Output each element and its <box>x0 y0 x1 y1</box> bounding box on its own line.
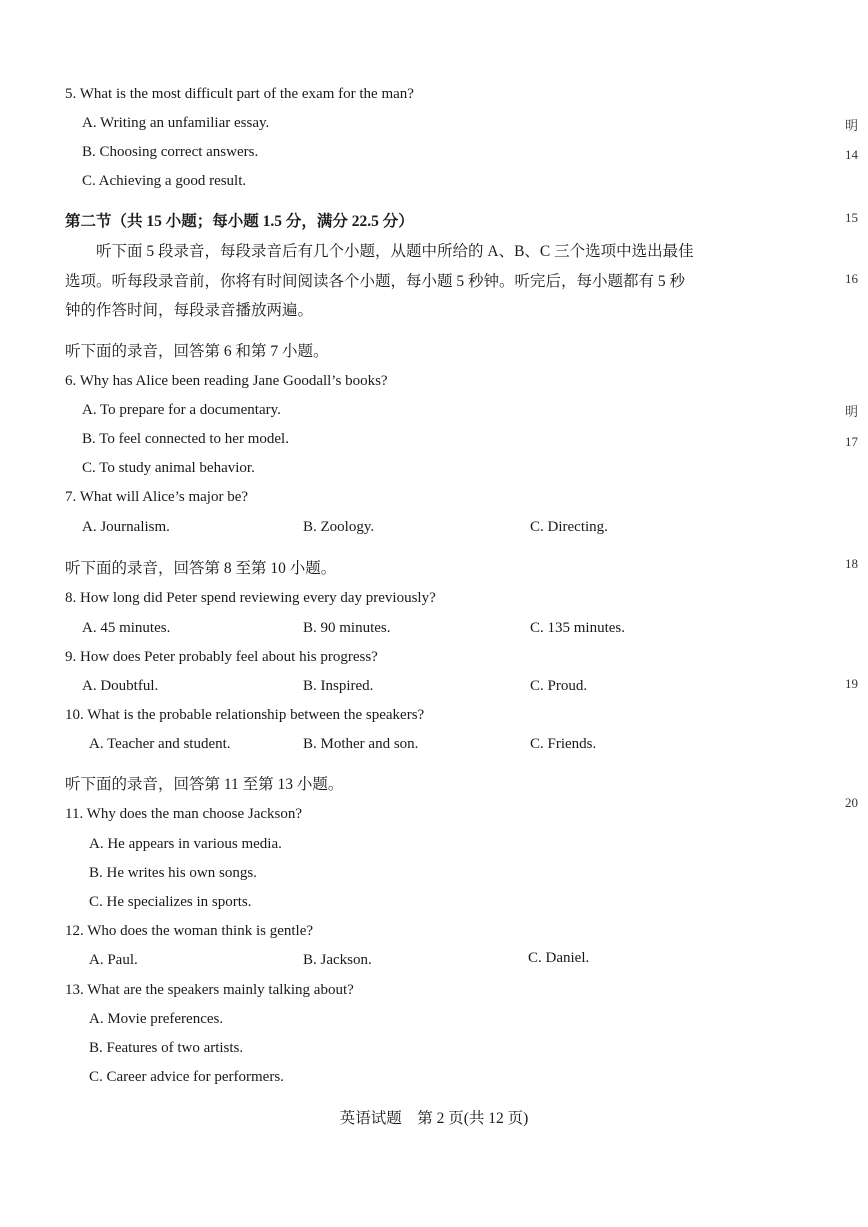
question-8-option-c: C. 135 minutes. <box>530 620 626 636</box>
question-6-option-a: A. To prepare for a documentary. <box>82 402 281 418</box>
question-11-stem: 11. Why does the man choose Jackson? <box>65 806 303 822</box>
listen-prompt-8-10: 听下面的录音，回答第 8 至第 10 小题。 <box>65 560 337 577</box>
margin-mark: 19 <box>845 676 858 691</box>
question-11-option-c: C. He specializes in sports. <box>89 894 252 910</box>
page-footer: 英语试题 第 2 页(共 12 页) <box>339 1110 529 1127</box>
section-2-instruction-line-1: 听下面 5 段录音，每段录音后有几个小题，从题中所给的 A、B、C 三个选项中选出最佳 <box>96 243 694 260</box>
question-6-stem: 6. Why has Alice been reading Jane Goodall’s books? <box>65 373 388 389</box>
margin-mark: 16 <box>845 271 858 286</box>
question-8-stem: 8. How long did Peter spend reviewing every day previously? <box>65 590 436 606</box>
margin-mark: 18 <box>845 556 858 571</box>
question-5-stem: 5. What is the most difficult part of the exam for the man? <box>65 86 414 102</box>
question-9-stem: 9. How does Peter probably feel about his progress? <box>65 649 378 665</box>
question-11-option-a: A. He appears in various media. <box>89 836 282 852</box>
margin-mark: 明 <box>845 404 859 419</box>
margin-mark: 明 <box>845 118 859 133</box>
margin-mark: 15 <box>845 210 858 225</box>
margin-mark: 17 <box>845 434 858 449</box>
question-5-option-c: C. Achieving a good result. <box>82 173 247 189</box>
question-10-option-c: C. Friends. <box>530 736 597 752</box>
question-7-option-c: C. Directing. <box>530 519 608 535</box>
question-9-option-a: A. Doubtful. <box>82 678 159 694</box>
question-9-option-b: B. Inspired. <box>303 678 374 694</box>
section-2-instruction-line-2: 选项。听每段录音前，你将有时间阅读各个小题，每小题 5 秒钟。听完后，每小题都有 5 秒 <box>65 273 686 290</box>
question-7-stem: 7. What will Alice’s major be? <box>65 489 249 505</box>
question-12-option-c: C. Daniel. <box>528 950 590 966</box>
margin-mark: 20 <box>845 795 858 810</box>
section-2-instruction-line-3: 钟的作答时间，每段录音播放两遍。 <box>65 302 314 319</box>
listen-prompt-11-13: 听下面的录音，回答第 11 至第 13 小题。 <box>65 776 344 793</box>
question-13-option-c: C. Career advice for performers. <box>89 1069 284 1085</box>
question-5-option-b: B. Choosing correct answers. <box>82 144 259 160</box>
question-7-option-a: A. Journalism. <box>82 519 170 535</box>
section-2-title: 第二节（共 15 小题；每小题 1.5 分，满分 22.5 分） <box>65 213 414 230</box>
question-8-option-a: A. 45 minutes. <box>82 620 171 636</box>
question-6-option-b: B. To feel connected to her model. <box>82 431 289 447</box>
question-13-stem: 13. What are the speakers mainly talking about? <box>65 982 354 998</box>
question-13-option-b: B. Features of two artists. <box>89 1040 244 1056</box>
question-10-stem: 10. What is the probable relationship between the speakers? <box>65 707 425 723</box>
question-8-option-b: B. 90 minutes. <box>303 620 391 636</box>
question-12-stem: 12. Who does the woman think is gentle? <box>65 923 314 939</box>
question-7-option-b: B. Zoology. <box>303 519 375 535</box>
question-13-option-a: A. Movie preferences. <box>89 1011 224 1027</box>
question-12-option-a: A. Paul. <box>89 952 138 968</box>
question-6-option-c: C. To study animal behavior. <box>82 460 255 476</box>
listen-prompt-6-7: 听下面的录音，回答第 6 和第 7 小题。 <box>65 343 329 360</box>
question-9-option-c: C. Proud. <box>530 678 588 694</box>
margin-mark: 14 <box>845 147 858 162</box>
question-11-option-b: B. He writes his own songs. <box>89 865 257 881</box>
question-12-option-b: B. Jackson. <box>303 952 372 968</box>
question-10-option-b: B. Mother and son. <box>303 736 419 752</box>
question-10-option-a: A. Teacher and student. <box>89 736 231 752</box>
question-5-option-a: A. Writing an unfamiliar essay. <box>82 115 270 131</box>
